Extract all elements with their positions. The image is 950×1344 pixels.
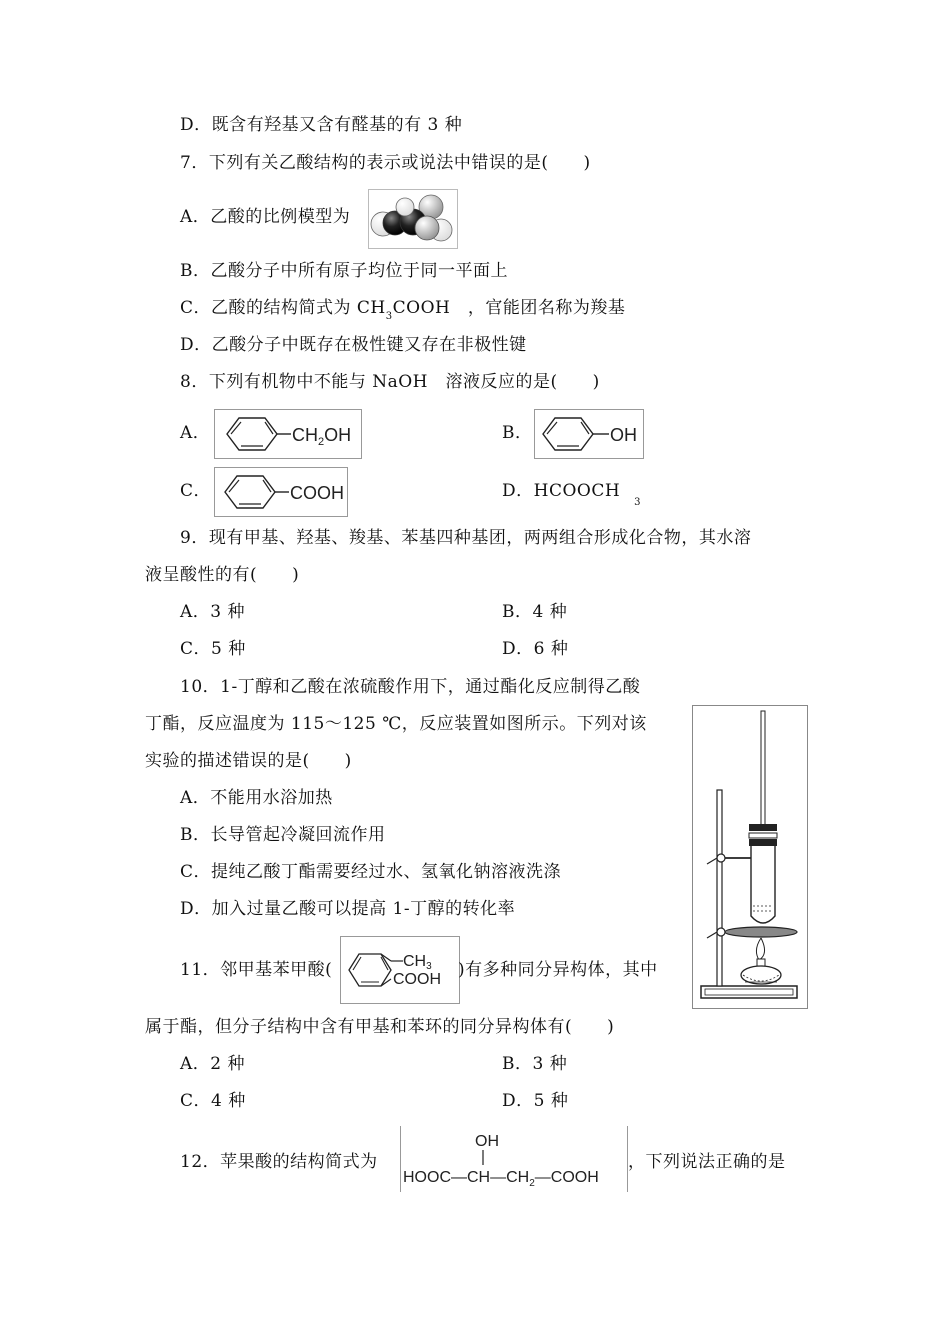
q8-option-d	[502, 480, 642, 508]
svg-text:OH: OH	[610, 425, 637, 445]
q10-line3: 实验的描述错误的是( )	[145, 751, 352, 771]
q10-line2: 丁酯，反应温度为 115～125 ℃，反应装置如图所示。下列对该	[145, 714, 647, 734]
q11-line2: 属于酯，但分子结构中含有甲基和苯环的同分异构体有( )	[145, 1017, 615, 1037]
q11-option-b: B．3 种	[502, 1054, 568, 1074]
q11-option-c: C．4 种	[180, 1091, 246, 1111]
benzyl-alcohol-structure	[214, 409, 362, 459]
q12-pre: 12．苹果酸的结构简式为	[180, 1152, 378, 1172]
q8-option-c-label: C．	[180, 481, 212, 501]
q11-post: )有多种同分异构体，其中	[458, 960, 658, 980]
q10-option-d: D．加入过量乙酸可以提高 1-丁醇的转化率	[180, 899, 516, 919]
q10-option-c: C．提纯乙酸丁酯需要经过水、氢氧化钠溶液洗涤	[180, 862, 562, 882]
q8-d-subscript: 3	[634, 497, 642, 508]
o-toluic-acid-structure	[340, 936, 460, 1004]
q11-option-a: A．2 种	[180, 1054, 245, 1074]
q9-line1: 9．现有甲基、羟基、羧基、苯基四种基团，两两组合形成化合物，其水溶	[180, 528, 752, 548]
q9-option-b: B．4 种	[502, 602, 568, 622]
phenol-structure	[534, 409, 644, 459]
q7-option-a: A．乙酸的比例模型为	[180, 207, 351, 227]
benzoic-acid-structure	[214, 467, 348, 517]
q7-c-text-tail: COOH ，官能团名称为羧基	[392, 298, 626, 318]
q10-line1: 10．1-丁醇和乙酸在浓硫酸作用下，通过酯化反应制得乙酸	[180, 677, 641, 697]
apparatus-icon	[693, 706, 807, 1008]
q8-option-b-label: B．	[502, 423, 533, 443]
q12-post: ，下列说法正确的是	[628, 1152, 786, 1172]
benzene-ring-icon	[341, 937, 459, 1003]
q7-option-d: D．乙酸分子中既存在极性键又存在非极性键	[180, 335, 527, 355]
q9-option-a: A．3 种	[180, 602, 245, 622]
svg-text:OH: OH	[475, 1133, 499, 1150]
q7-option-b: B．乙酸分子中所有原子均位于同一平面上	[180, 261, 508, 281]
svg-text:COOH: COOH	[290, 483, 344, 503]
q10-option-a: A．不能用水浴加热	[180, 788, 333, 808]
benzene-ring-icon	[215, 468, 347, 516]
q9-line2: 液呈酸性的有( )	[145, 565, 300, 585]
q8-option-a-label: A．	[180, 423, 211, 443]
q7-c-subscript: 3	[385, 311, 393, 322]
q11-pre: 11．邻甲基苯甲酸(	[180, 960, 333, 980]
q9-option-d: D．6 种	[502, 639, 569, 659]
q10-option-b: B．长导管起冷凝回流作用	[180, 825, 386, 845]
benzene-ring-icon	[535, 410, 643, 458]
structure-formula-icon	[401, 1126, 627, 1192]
q11-option-d: D．5 种	[502, 1091, 569, 1111]
benzene-ring-icon	[215, 410, 361, 458]
q8-d-text: D．HCOOCH	[502, 481, 621, 501]
q7-option-c	[180, 297, 625, 322]
svg-text:COOH: COOH	[393, 971, 441, 988]
q9-option-c: C．5 种	[180, 639, 246, 659]
q6-option-d: D．既含有羟基又含有醛基的有 3 种	[180, 115, 463, 135]
svg-text:CH2OH: $CH_2OH$	[292, 425, 352, 448]
q7-c-text: C．乙酸的结构简式为 CH	[180, 298, 386, 318]
svg-text:HOOC—CH—CH2—COOH: $HOOC—CH—CH_2—COOH$	[403, 1169, 599, 1189]
acetic-acid-space-filling-model	[368, 189, 458, 249]
reflux-apparatus-figure	[692, 705, 808, 1009]
malic-acid-structure	[400, 1126, 628, 1192]
q7-stem: 7．下列有关乙酸结构的表示或说法中错误的是( )	[180, 153, 591, 173]
svg-text:CH3: CH3	[403, 953, 432, 972]
q8-stem: 8．下列有机物中不能与 NaOH 溶液反应的是( )	[180, 372, 600, 392]
molecule-model-icon	[369, 190, 457, 248]
